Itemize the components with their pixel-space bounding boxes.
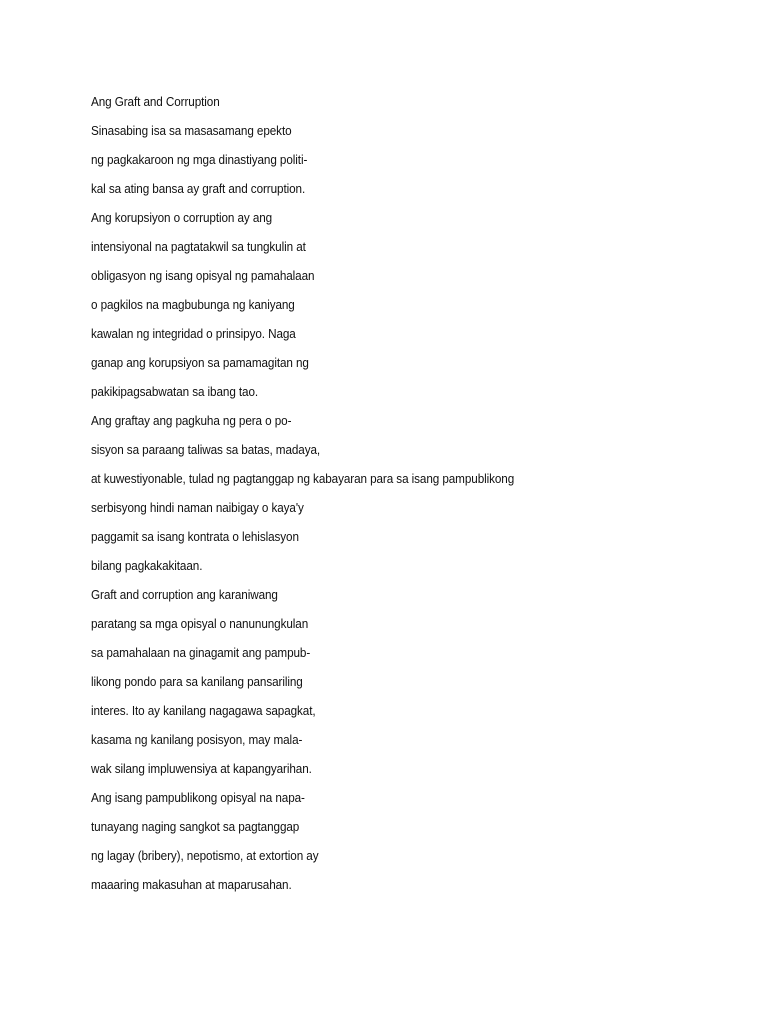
text-line: tunayang naging sangkot sa pagtanggap: [91, 820, 300, 834]
text-line: Ang korupsiyon o corruption ay ang: [91, 211, 273, 225]
text-line: paggamit sa isang kontrata o lehislasyon: [91, 530, 299, 544]
text-line: pakikipagsabwatan sa ibang tao.: [91, 385, 259, 399]
text-line: Ang isang pampublikong opisyal na napa-: [91, 791, 305, 805]
text-line: obligasyon ng isang opisyal ng pamahalaan: [91, 269, 315, 283]
text-line: paratang sa mga opisyal o nanunungkulan: [91, 617, 309, 631]
text-line: sisyon sa paraang taliwas sa batas, madaya,: [91, 443, 321, 457]
text-line: Ang graftay ang pagkuha ng pera o po-: [91, 414, 292, 428]
text-line: wak silang impluwensiya at kapangyarihan.: [91, 762, 312, 776]
text-line: ng lagay (bribery), nepotismo, at extortion ay: [91, 849, 319, 863]
text-line: kawalan ng integridad o prinsipyo. Naga: [91, 327, 296, 341]
text-line: sa pamahalaan na ginagamit ang pampub-: [91, 646, 311, 660]
document-title: Ang Graft and Corruption: [91, 95, 220, 109]
text-line: ganap ang korupsiyon sa pamamagitan ng: [91, 356, 309, 370]
text-line: kal sa ating bansa ay graft and corruption.: [91, 182, 306, 196]
text-line: intensiyonal na pagtatakwil sa tungkulin at: [91, 240, 306, 254]
text-line: Sinasabing isa sa masasamang epekto: [91, 124, 292, 138]
text-line: maaaring makasuhan at maparusahan.: [91, 878, 292, 892]
text-line: bilang pagkakakitaan.: [91, 559, 203, 573]
text-line: Graft and corruption ang karaniwang: [91, 588, 278, 602]
text-line: serbisyong hindi naman naibigay o kaya'y: [91, 501, 304, 515]
text-line: interes. Ito ay kanilang nagagawa sapagkat,: [91, 704, 316, 718]
text-line: likong pondo para sa kanilang pansariling: [91, 675, 303, 689]
text-line: kasama ng kanilang posisyon, may mala-: [91, 733, 303, 747]
text-line: at kuwestiyonable, tulad ng pagtanggap ng kabayaran para sa isang pampublikong: [91, 472, 515, 486]
document-body: [91, 92, 751, 904]
text-line: o pagkilos na magbubunga ng kaniyang: [91, 298, 295, 312]
text-line: ng pagkakaroon ng mga dinastiyang politi-: [91, 153, 308, 167]
